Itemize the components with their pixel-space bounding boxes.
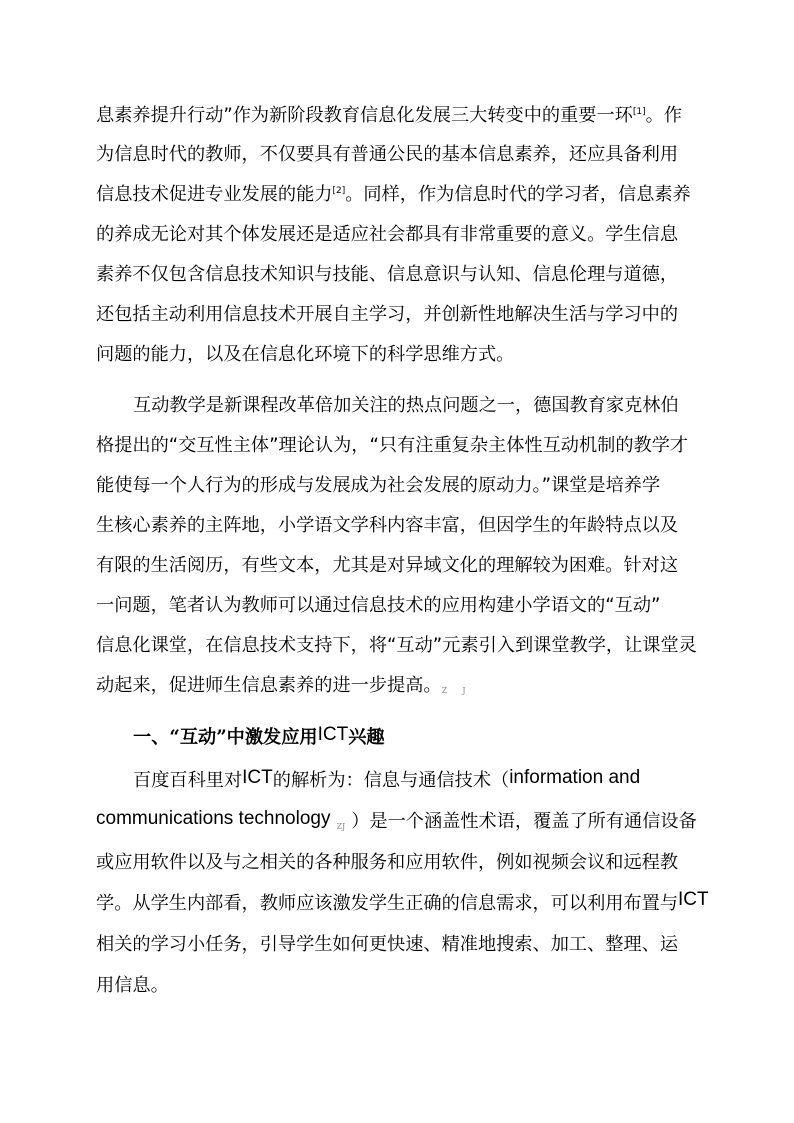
heading-prefix: 一、“互动”中激发应用 [133, 727, 318, 748]
p3-line-4-a: 学。从学生内部看，教师应该激发学生正确的信息需求，可以利用布置与 [96, 893, 679, 914]
p2-line-1: 互动教学是新课程改革倍加关注的热点问题之一，德国教育家克林伯 [133, 395, 679, 416]
p1-line-2: 为信息时代的教师，不仅要具有普通公民的基本信息素养，还应具备利用 [96, 144, 679, 165]
p3-line-2-latin: communications technology [96, 808, 331, 829]
p1-line-1 [96, 104, 682, 131]
scan-mark-2: ZJ [336, 822, 346, 831]
p3-line-1 [133, 769, 640, 793]
p3-line-5: 相关的学习小任务，引导学生如何更快速、精准地搜索、加工、整理、运 [96, 934, 679, 955]
p3-line-6: 用信息。 [96, 975, 169, 996]
p1-line-5: 素养不仅包含信息技术知识与技能、信息意识与认知、信息伦理与道德， [96, 264, 679, 285]
p2-line-4: 生核心素养的主阵地，小学语文学科内容丰富，但因学生的年龄特点以及 [96, 515, 679, 536]
p2-line-8-text: 动起来，促进师生信息素养的进一步提高。 [96, 675, 442, 696]
p2-line-2: 格提出的“交互性主体”理论认为，“只有注重复杂主体性互动机制的教学才 [96, 435, 689, 456]
p3-line-2-b: ）是一个涵盖性术语，覆盖了所有通信设备 [351, 811, 697, 832]
p3-line-4 [96, 889, 709, 916]
heading-latin: ICT [317, 724, 349, 745]
citation-2: [2] [332, 186, 346, 196]
p2-line-8 [96, 674, 466, 701]
p1-line-1-end: 。作 [645, 105, 683, 126]
p2-line-3: 能使每一个人行为的形成与发展成为社会发展的原动力。”课堂是培养学 [96, 475, 661, 496]
p1-line-3-text: 信息技术促进专业发展的能力 [96, 184, 333, 205]
p3-line-1-a: 百度百科里对 [133, 770, 243, 791]
heading-suffix: 兴趣 [348, 727, 385, 748]
p2-line-6: 一问题，笔者认为教师可以通过信息技术的应用构建小学语文的“互动” [96, 595, 661, 616]
p1-line-7: 问题的能力，以及在信息化环境下的科学思维方式。 [96, 344, 515, 365]
p3-line-1-b: 的解析为：信息与通信技术（ [272, 770, 510, 791]
scan-mark: Z J [441, 686, 466, 695]
p1-line-6: 还包括主动利用信息技术开展自主学习，并创新性地解决生活与学习中的 [96, 304, 679, 325]
p3-line-1-latin: ICT [242, 767, 273, 788]
p3-line-3: 或应用软件以及与之相关的各种服务和应用软件，例如视频会议和远程教 [96, 852, 679, 873]
p1-line-4: 的养成无论对其个体发展还是适应社会都具有非常重要的意义。学生信息 [96, 224, 679, 245]
p3-line-4-latin: ICT [678, 889, 709, 910]
p3-line-2 [96, 810, 697, 837]
p1-line-1-text: 息素养提升行动”作为新阶段教育信息化发展三大转变中的重要一环 [96, 105, 633, 126]
section-heading [133, 726, 385, 750]
p2-line-5: 有限的生活阅历，有些文本，尤其是对异域文化的理解较为困难。针对这 [96, 555, 679, 576]
citation-1: [1] [632, 107, 646, 117]
p1-line-3 [96, 183, 691, 210]
p3-line-1-latin2: information and [509, 767, 641, 788]
p2-line-7: 信息化课堂，在信息技术支持下，将“互动”元素引入到课堂教学，让课堂灵 [96, 635, 697, 656]
p1-line-3-end: 。同样，作为信息时代的学习者，信息素养 [345, 184, 691, 205]
